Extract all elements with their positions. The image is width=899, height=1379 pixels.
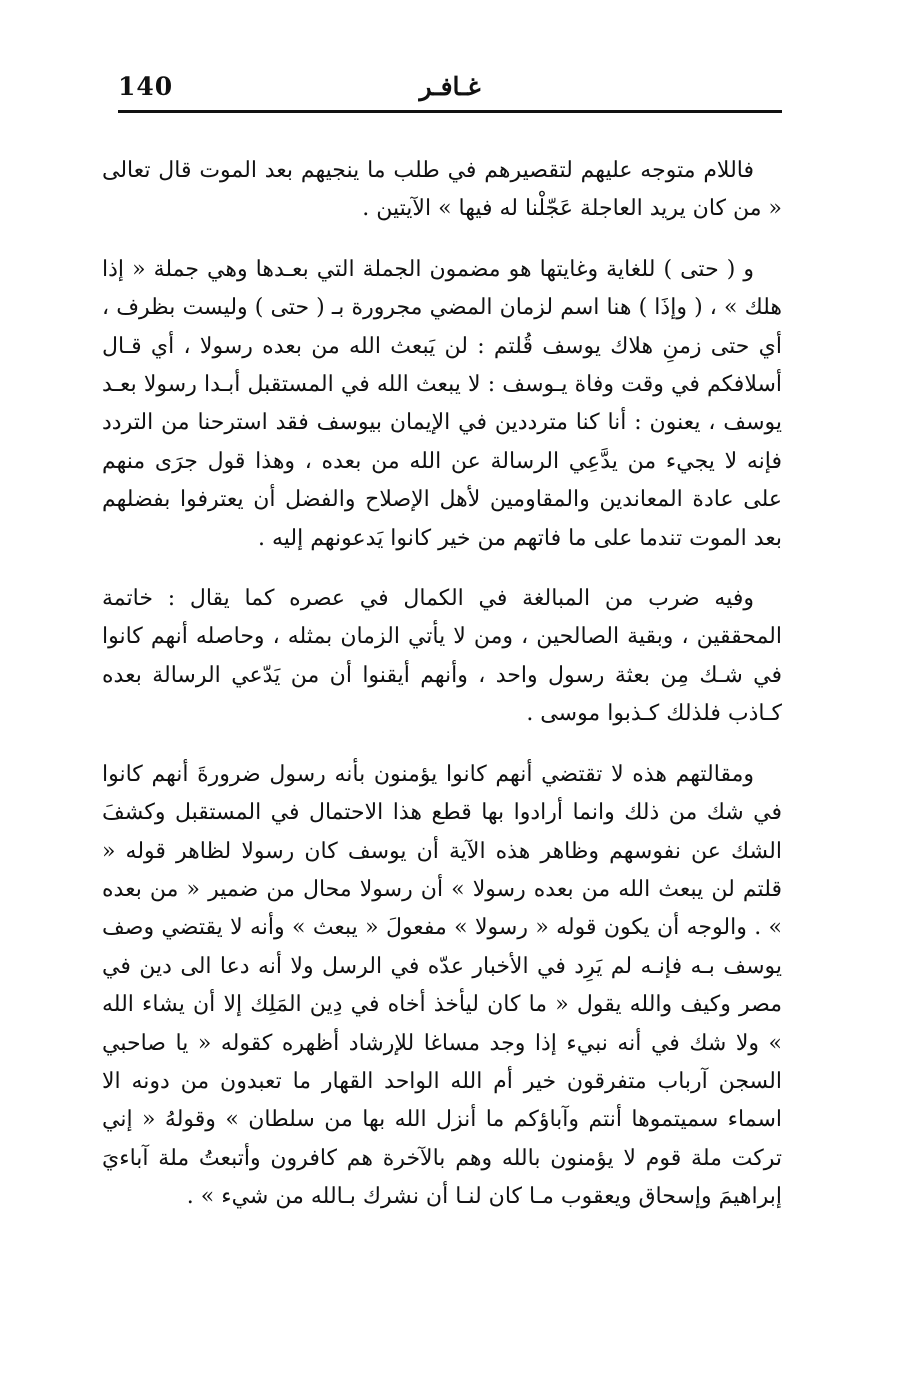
paragraph-2: و ( حتى ) للغاية وغايتها هو مضمون الجملة التي بعـدها وهي جملة « إذا هلك » ، ( وإذَا ) هنا اسم لزمان المضي مجرورة بـ ( حتى ) وليست بظرف ، أي حتى زمنِ هلاك يوسف قُلتم : لن يَبعث الله من بعده رسولا ، أي قـال أسلافكم في وقت وفاة يـوسف : لا يبعث الله في المستقبل أبـدا رسولا بعـد يوسف ، يعنون : أنا كنا مترددين في الإيمان بيوسف فقد استرحنا من التردد فإنه لا يجيء من يدَّعِي الرسالة عن الله من بعده ، وهذا قول جرَى منهم على عادة المعاندين والمقاومين لأهل الإصلاح والفضل أن يعترفوا بفضلهم بعد الموت تندما على ما فاتهم من خير كانوا يَدعونهم إليه .	[102, 256, 782, 551]
page-header	[118, 70, 782, 106]
page-number: 140	[118, 72, 174, 101]
paragraph-4: ومقالتهم هذه لا تقتضي أنهم كانوا يؤمنون بأنه رسول ضرورةَ أنهم كانوا في شك من ذلك وانما أرادوا بها قطع هذا الاحتمال في المستقبل وكشفَ الشك عن نفوسهم وظاهر هذه الآية أن يوسف كان رسولا لظاهر قوله « قلتم لن يبعث الله من بعده رسولا » أن رسولا محال من ضمير « من بعده » . والوجه أن يكون قوله « رسولا » مفعولَ « يبعث » وأنه لا يقتضي وصف يوسف بـه فإنـه لم يَرِد في الأخبار عدّه في الرسل ولا أنه دعا الى دين في مصر وكيف والله يقول « ما كان ليأخذ أخاه في دِين المَلِك إلا أن يشاء الله » ولا شك في أنه نبيء إذا وجد مساغا للإرشاد أظهره كقوله « يا صاحبي السجن آرباب متفرقون خير أم الله الواحد القهار ما تعبدون من دونه الا اسماء سميتموها أنتم وآباؤكم ما أنزل الله بها من سلطان » وقولهُ « إني تركت ملة قوم لا يؤمنون بالله وهم بالآخرة هم كافرون وأتبعتُ ملة آباءيَ إبراهيمَ وإسحاق ويعقوب مـا كان لنـا أن نشرك بـالله من شيء » .	[102, 761, 782, 1210]
header-rule	[118, 110, 782, 113]
paragraph-1: فاللام متوجه عليهم لتقصيرهم في طلب ما ينجيهم بعد الموت قال تعالى « من كان يريد العاجلة عَجّلْنا له فيها » الآيتين .	[102, 158, 782, 222]
paragraph-3: وفيه ضرب من المبالغة في الكمال في عصره كما يقال : خاتمة المحققين ، وبقية الصالحين ، ومن لا يأتي الزمان بمثله ، وحاصله أنهم كانوا في شـك مِن بعثة رسول واحد ، وأنهم أيقنوا أن من يَدّعي الرسالة بعده كـاذب فلذلك كـذبوا موسى .	[102, 586, 782, 727]
body-text	[102, 152, 782, 1239]
running-title: غـافـر	[419, 72, 481, 101]
